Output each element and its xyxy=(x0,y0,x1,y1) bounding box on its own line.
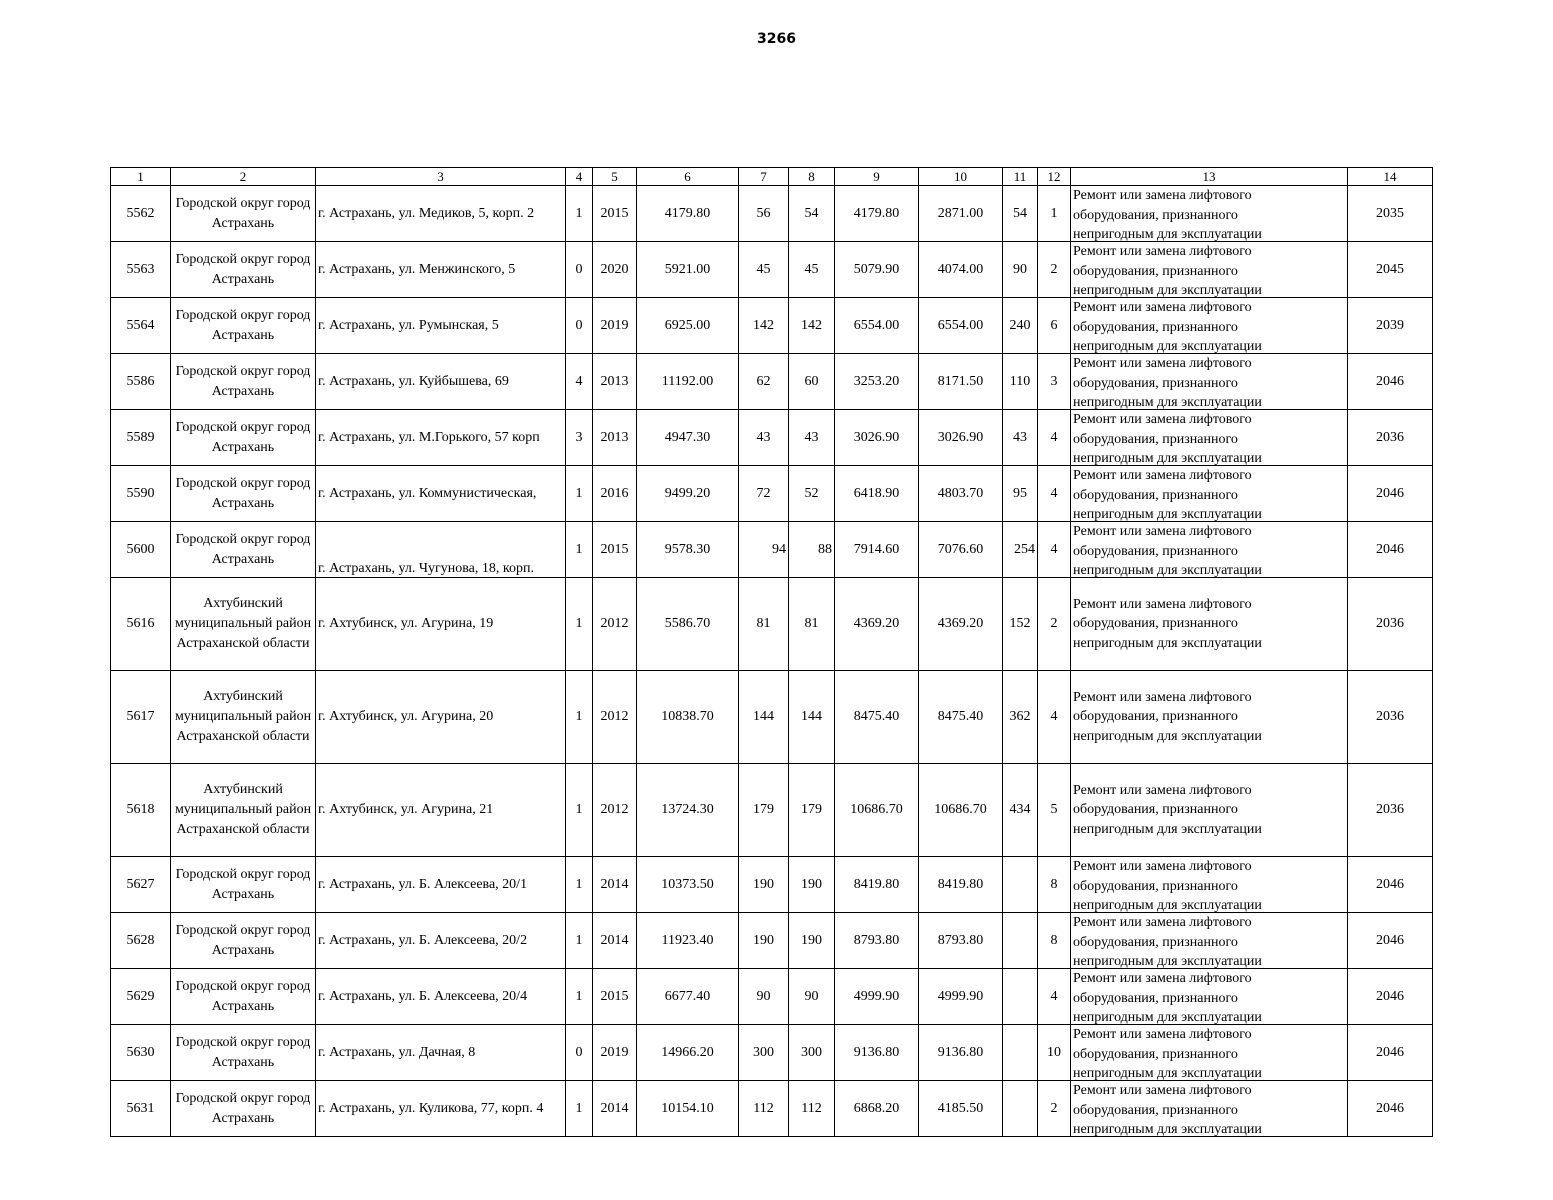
value-cell: 8419.80 xyxy=(835,857,919,913)
municipality-cell: Городской округ город Астрахань xyxy=(171,354,316,410)
value-cell: 90 xyxy=(1003,242,1038,298)
table-row xyxy=(111,857,1433,913)
value-cell: 4 xyxy=(1038,466,1071,522)
table-row xyxy=(111,671,1433,764)
work-type-line: оборудования, признанного xyxy=(1073,487,1238,503)
year-cell: 2046 xyxy=(1348,1025,1433,1081)
address-cell: г. Астрахань, ул. Куйбышева, 69 xyxy=(316,354,566,410)
value-cell: 52 xyxy=(789,466,835,522)
column-header: 2 xyxy=(171,168,316,186)
work-type-line: Ремонт или замена лифтового xyxy=(1073,859,1252,874)
year-cell: 2039 xyxy=(1348,298,1433,354)
value-cell: 11192.00 xyxy=(637,354,739,410)
work-type-line: непригодным для эксплуатации xyxy=(1073,563,1262,577)
value-cell: 1 xyxy=(566,186,593,242)
column-header: 5 xyxy=(593,168,637,186)
value-cell: 142 xyxy=(789,298,835,354)
value-cell: 2014 xyxy=(593,913,637,969)
value-cell: 254 xyxy=(1003,522,1038,578)
value-cell: 2 xyxy=(1038,578,1071,671)
value-cell: 10154.10 xyxy=(637,1081,739,1137)
column-header: 11 xyxy=(1003,168,1038,186)
value-cell: 81 xyxy=(789,578,835,671)
row-id-cell: 5631 xyxy=(111,1081,171,1137)
value-cell: 144 xyxy=(739,671,789,764)
address-cell: г. Астрахань, ул. М.Горького, 57 корп xyxy=(316,410,566,466)
column-header: 14 xyxy=(1348,168,1433,186)
year-cell: 2036 xyxy=(1348,671,1433,764)
table-row xyxy=(111,1081,1433,1137)
value-cell: 4 xyxy=(566,354,593,410)
work-type-line: оборудования, признанного xyxy=(1073,616,1238,632)
value-cell: 1 xyxy=(1038,186,1071,242)
value-cell: 6 xyxy=(1038,298,1071,354)
value-cell: 43 xyxy=(739,410,789,466)
value-cell: 1 xyxy=(566,578,593,671)
work-type-line: Ремонт или замена лифтового xyxy=(1073,300,1252,315)
value-cell: 112 xyxy=(739,1081,789,1137)
column-header: 12 xyxy=(1038,168,1071,186)
value-cell: 1 xyxy=(566,671,593,764)
value-cell: 6868.20 xyxy=(835,1081,919,1137)
value-cell: 4179.80 xyxy=(637,186,739,242)
year-cell: 2046 xyxy=(1348,522,1433,578)
value-cell: 5 xyxy=(1038,764,1071,857)
row-id-cell: 5617 xyxy=(111,671,171,764)
year-cell: 2045 xyxy=(1348,242,1433,298)
value-cell: 90 xyxy=(789,969,835,1025)
value-cell xyxy=(1003,857,1038,913)
work-type-line: непригодным для эксплуатации xyxy=(1073,395,1262,409)
year-cell: 2046 xyxy=(1348,466,1433,522)
work-type-line: Ремонт или замена лифтового xyxy=(1073,596,1252,612)
value-cell: 144 xyxy=(789,671,835,764)
row-id-cell: 5627 xyxy=(111,857,171,913)
row-id-cell: 5562 xyxy=(111,186,171,242)
work-type-line: оборудования, признанного xyxy=(1073,319,1238,335)
value-cell: 43 xyxy=(789,410,835,466)
municipality-cell: Ахтубинский муниципальный район Астраханской области xyxy=(171,671,316,764)
value-cell: 62 xyxy=(739,354,789,410)
work-type-line: непригодным для эксплуатации xyxy=(1073,507,1262,521)
table-row xyxy=(111,410,1433,466)
value-cell: 4 xyxy=(1038,410,1071,466)
value-cell: 4 xyxy=(1038,671,1071,764)
work-type-cell xyxy=(1071,242,1348,298)
row-id-cell: 5563 xyxy=(111,242,171,298)
work-type-line: оборудования, признанного xyxy=(1073,990,1238,1006)
municipality-cell: Городской округ город Астрахань xyxy=(171,1081,316,1137)
value-cell: 1 xyxy=(566,466,593,522)
value-cell: 10373.50 xyxy=(637,857,739,913)
value-cell: 362 xyxy=(1003,671,1038,764)
value-cell: 300 xyxy=(739,1025,789,1081)
value-cell: 6554.00 xyxy=(835,298,919,354)
municipality-cell: Городской округ город Астрахань xyxy=(171,298,316,354)
value-cell: 6554.00 xyxy=(919,298,1003,354)
value-cell: 6925.00 xyxy=(637,298,739,354)
value-cell: 4 xyxy=(1038,969,1071,1025)
value-cell: 2014 xyxy=(593,1081,637,1137)
value-cell: 90 xyxy=(739,969,789,1025)
value-cell: 81 xyxy=(739,578,789,671)
value-cell: 300 xyxy=(789,1025,835,1081)
row-id-cell: 5590 xyxy=(111,466,171,522)
table-row xyxy=(111,298,1433,354)
value-cell: 56 xyxy=(739,186,789,242)
work-type-line: Ремонт или замена лифтового xyxy=(1073,971,1252,986)
work-type-cell xyxy=(1071,354,1348,410)
work-type-line: Ремонт или замена лифтового xyxy=(1073,1027,1252,1042)
row-id-cell: 5600 xyxy=(111,522,171,578)
value-cell: 7076.60 xyxy=(919,522,1003,578)
work-type-cell xyxy=(1071,913,1348,969)
row-id-cell: 5616 xyxy=(111,578,171,671)
year-cell: 2035 xyxy=(1348,186,1433,242)
address-cell: г. Астрахань, ул. Медиков, 5, корп. 2 xyxy=(316,186,566,242)
work-type-line: непригодным для эксплуатации xyxy=(1073,1066,1262,1080)
value-cell: 4999.90 xyxy=(919,969,1003,1025)
work-type-line: непригодным для эксплуатации xyxy=(1073,1010,1262,1024)
value-cell: 4803.70 xyxy=(919,466,1003,522)
work-type-cell xyxy=(1071,522,1348,578)
value-cell: 8171.50 xyxy=(919,354,1003,410)
table-row xyxy=(111,913,1433,969)
column-header: 10 xyxy=(919,168,1003,186)
value-cell: 10686.70 xyxy=(835,764,919,857)
value-cell: 14966.20 xyxy=(637,1025,739,1081)
table-row xyxy=(111,969,1433,1025)
work-type-cell xyxy=(1071,1081,1348,1137)
municipality-cell: Городской округ город Астрахань xyxy=(171,242,316,298)
address-cell: г. Астрахань, ул. Менжинского, 5 xyxy=(316,242,566,298)
value-cell: 54 xyxy=(789,186,835,242)
work-type-line: Ремонт или замена лифтового xyxy=(1073,524,1252,539)
year-cell: 2046 xyxy=(1348,969,1433,1025)
work-type-line: Ремонт или замена лифтового xyxy=(1073,689,1252,705)
value-cell: 2 xyxy=(1038,242,1071,298)
municipality-cell: Ахтубинский муниципальный район Астраханской области xyxy=(171,764,316,857)
municipality-cell: Ахтубинский муниципальный район Астраханской области xyxy=(171,578,316,671)
work-type-cell xyxy=(1071,410,1348,466)
value-cell: 3026.90 xyxy=(919,410,1003,466)
value-cell: 190 xyxy=(789,913,835,969)
value-cell: 95 xyxy=(1003,466,1038,522)
work-type-line: непригодным для эксплуатации xyxy=(1073,227,1262,241)
value-cell: 2012 xyxy=(593,764,637,857)
value-cell: 2 xyxy=(1038,1081,1071,1137)
column-header: 6 xyxy=(637,168,739,186)
address-cell: г. Астрахань, ул. Б. Алексеева, 20/1 xyxy=(316,857,566,913)
work-type-line: Ремонт или замена лифтового xyxy=(1073,244,1252,259)
value-cell: 54 xyxy=(1003,186,1038,242)
work-type-line: Ремонт или замена лифтового xyxy=(1073,782,1252,798)
value-cell: 1 xyxy=(566,1081,593,1137)
value-cell: 10 xyxy=(1038,1025,1071,1081)
value-cell xyxy=(1003,913,1038,969)
work-type-line: Ремонт или замена лифтового xyxy=(1073,468,1252,483)
work-type-line: оборудования, признанного xyxy=(1073,878,1238,894)
value-cell: 5921.00 xyxy=(637,242,739,298)
work-type-cell xyxy=(1071,186,1348,242)
table-body xyxy=(111,186,1433,1137)
address-cell: г. Астрахань, ул. Румынская, 5 xyxy=(316,298,566,354)
table-row xyxy=(111,1025,1433,1081)
value-cell: 13724.30 xyxy=(637,764,739,857)
work-type-line: Ремонт или замена лифтового xyxy=(1073,188,1252,203)
work-type-cell xyxy=(1071,671,1348,764)
table-row xyxy=(111,764,1433,857)
column-header: 8 xyxy=(789,168,835,186)
work-type-line: непригодным для эксплуатации xyxy=(1073,283,1262,297)
page-number: 3266 xyxy=(757,31,796,47)
work-type-line: непригодным для эксплуатации xyxy=(1073,728,1262,744)
municipality-cell: Городской округ город Астрахань xyxy=(171,969,316,1025)
value-cell: 1 xyxy=(566,857,593,913)
value-cell: 190 xyxy=(739,857,789,913)
work-type-cell xyxy=(1071,578,1348,671)
value-cell: 3 xyxy=(1038,354,1071,410)
work-type-line: Ремонт или замена лифтового xyxy=(1073,412,1252,427)
municipality-cell: Городской округ город Астрахань xyxy=(171,410,316,466)
work-type-line: Ремонт или замена лифтового xyxy=(1073,1083,1252,1098)
municipality-cell: Городской округ город Астрахань xyxy=(171,186,316,242)
value-cell: 179 xyxy=(789,764,835,857)
value-cell: 9136.80 xyxy=(835,1025,919,1081)
work-type-line: непригодным для эксплуатации xyxy=(1073,954,1262,968)
work-type-line: оборудования, признанного xyxy=(1073,263,1238,279)
value-cell: 45 xyxy=(789,242,835,298)
value-cell: 6677.40 xyxy=(637,969,739,1025)
municipality-cell: Городской округ город Астрахань xyxy=(171,466,316,522)
value-cell: 8793.80 xyxy=(835,913,919,969)
value-cell: 2019 xyxy=(593,1025,637,1081)
address-cell: г. Астрахань, ул. Дачная, 8 xyxy=(316,1025,566,1081)
value-cell: 9499.20 xyxy=(637,466,739,522)
address-cell: г. Ахтубинск, ул. Агурина, 21 xyxy=(316,764,566,857)
table-row xyxy=(111,186,1433,242)
value-cell: 2016 xyxy=(593,466,637,522)
work-type-line: оборудования, признанного xyxy=(1073,802,1238,818)
value-cell: 190 xyxy=(789,857,835,913)
work-type-line: оборудования, признанного xyxy=(1073,1046,1238,1062)
value-cell: 190 xyxy=(739,913,789,969)
municipality-cell: Городской округ город Астрахань xyxy=(171,913,316,969)
value-cell: 240 xyxy=(1003,298,1038,354)
value-cell: 152 xyxy=(1003,578,1038,671)
work-type-line: оборудования, признанного xyxy=(1073,934,1238,950)
year-cell: 2036 xyxy=(1348,410,1433,466)
value-cell: 179 xyxy=(739,764,789,857)
value-cell: 9136.80 xyxy=(919,1025,1003,1081)
value-cell: 2015 xyxy=(593,522,637,578)
value-cell: 10838.70 xyxy=(637,671,739,764)
value-cell: 7914.60 xyxy=(835,522,919,578)
year-cell: 2036 xyxy=(1348,578,1433,671)
value-cell: 2871.00 xyxy=(919,186,1003,242)
year-cell: 2036 xyxy=(1348,764,1433,857)
value-cell: 2013 xyxy=(593,354,637,410)
value-cell: 2012 xyxy=(593,671,637,764)
value-cell: 60 xyxy=(789,354,835,410)
table-row xyxy=(111,242,1433,298)
work-type-line: непригодным для эксплуатации xyxy=(1073,635,1262,651)
value-cell: 72 xyxy=(739,466,789,522)
work-type-line: Ремонт или замена лифтового xyxy=(1073,915,1252,930)
address-cell: г. Астрахань, ул. Куликова, 77, корп. 4 xyxy=(316,1081,566,1137)
value-cell: 8475.40 xyxy=(919,671,1003,764)
address-cell: г. Астрахань, ул. Коммунистическая, xyxy=(316,466,566,522)
value-cell: 88 xyxy=(789,522,835,578)
value-cell: 4185.50 xyxy=(919,1081,1003,1137)
year-cell: 2046 xyxy=(1348,354,1433,410)
row-id-cell: 5628 xyxy=(111,913,171,969)
value-cell: 2012 xyxy=(593,578,637,671)
work-type-line: оборудования, признанного xyxy=(1073,431,1238,447)
value-cell: 110 xyxy=(1003,354,1038,410)
value-cell: 2020 xyxy=(593,242,637,298)
work-type-line: непригодным для эксплуатации xyxy=(1073,1122,1262,1136)
value-cell: 8419.80 xyxy=(919,857,1003,913)
address-cell: г. Ахтубинск, ул. Агурина, 20 xyxy=(316,671,566,764)
value-cell: 2014 xyxy=(593,857,637,913)
work-type-cell xyxy=(1071,298,1348,354)
value-cell: 1 xyxy=(566,969,593,1025)
value-cell: 3026.90 xyxy=(835,410,919,466)
work-type-line: оборудования, признанного xyxy=(1073,1102,1238,1118)
value-cell: 2015 xyxy=(593,969,637,1025)
value-cell: 0 xyxy=(566,1025,593,1081)
value-cell: 3 xyxy=(566,410,593,466)
column-header: 7 xyxy=(739,168,789,186)
column-header: 1 xyxy=(111,168,171,186)
value-cell: 4179.80 xyxy=(835,186,919,242)
value-cell: 4369.20 xyxy=(919,578,1003,671)
value-cell xyxy=(1003,1081,1038,1137)
value-cell: 10686.70 xyxy=(919,764,1003,857)
column-header: 4 xyxy=(566,168,593,186)
row-id-cell: 5618 xyxy=(111,764,171,857)
work-type-line: оборудования, признанного xyxy=(1073,543,1238,559)
work-type-cell xyxy=(1071,1025,1348,1081)
value-cell: 0 xyxy=(566,298,593,354)
value-cell: 8 xyxy=(1038,857,1071,913)
work-type-cell xyxy=(1071,764,1348,857)
row-id-cell: 5586 xyxy=(111,354,171,410)
value-cell: 1 xyxy=(566,913,593,969)
address-cell: г. Ахтубинск, ул. Агурина, 19 xyxy=(316,578,566,671)
value-cell: 1 xyxy=(566,764,593,857)
work-type-line: оборудования, признанного xyxy=(1073,375,1238,391)
year-cell: 2046 xyxy=(1348,913,1433,969)
row-id-cell: 5629 xyxy=(111,969,171,1025)
value-cell: 4 xyxy=(1038,522,1071,578)
value-cell: 4947.30 xyxy=(637,410,739,466)
municipality-cell: Городской округ город Астрахань xyxy=(171,857,316,913)
column-header: 9 xyxy=(835,168,919,186)
value-cell: 0 xyxy=(566,242,593,298)
value-cell: 11923.40 xyxy=(637,913,739,969)
row-id-cell: 5589 xyxy=(111,410,171,466)
value-cell: 6418.90 xyxy=(835,466,919,522)
work-type-line: непригодным для эксплуатации xyxy=(1073,339,1262,353)
table-row xyxy=(111,354,1433,410)
table-row xyxy=(111,466,1433,522)
value-cell: 434 xyxy=(1003,764,1038,857)
value-cell: 94 xyxy=(739,522,789,578)
value-cell: 8 xyxy=(1038,913,1071,969)
work-type-cell xyxy=(1071,857,1348,913)
value-cell: 43 xyxy=(1003,410,1038,466)
value-cell: 5079.90 xyxy=(835,242,919,298)
column-header: 13 xyxy=(1071,168,1348,186)
municipality-cell: Городской округ город Астрахань xyxy=(171,1025,316,1081)
value-cell: 8475.40 xyxy=(835,671,919,764)
address-cell: г. Астрахань, ул. Б. Алексеева, 20/4 xyxy=(316,969,566,1025)
value-cell: 8793.80 xyxy=(919,913,1003,969)
value-cell: 3253.20 xyxy=(835,354,919,410)
data-table xyxy=(110,167,1433,1137)
address-cell: г. Астрахань, ул. Б. Алексеева, 20/2 xyxy=(316,913,566,969)
value-cell: 4999.90 xyxy=(835,969,919,1025)
value-cell: 2013 xyxy=(593,410,637,466)
table-row xyxy=(111,578,1433,671)
work-type-line: непригодным для эксплуатации xyxy=(1073,821,1262,837)
work-type-line: оборудования, признанного xyxy=(1073,709,1238,725)
year-cell: 2046 xyxy=(1348,857,1433,913)
work-type-cell xyxy=(1071,466,1348,522)
table-header-row xyxy=(111,168,1433,186)
address-cell: г. Астрахань, ул. Чугунова, 18, корп. xyxy=(316,522,566,578)
municipality-cell: Городской округ город Астрахань xyxy=(171,522,316,578)
value-cell: 5586.70 xyxy=(637,578,739,671)
value-cell: 112 xyxy=(789,1081,835,1137)
row-id-cell: 5630 xyxy=(111,1025,171,1081)
value-cell: 1 xyxy=(566,522,593,578)
table-row xyxy=(111,522,1433,578)
value-cell: 9578.30 xyxy=(637,522,739,578)
work-type-line: непригодным для эксплуатации xyxy=(1073,451,1262,465)
work-type-line: оборудования, признанного xyxy=(1073,207,1238,223)
work-type-line: Ремонт или замена лифтового xyxy=(1073,356,1252,371)
row-id-cell: 5564 xyxy=(111,298,171,354)
value-cell: 4369.20 xyxy=(835,578,919,671)
value-cell: 2015 xyxy=(593,186,637,242)
value-cell: 45 xyxy=(739,242,789,298)
value-cell: 142 xyxy=(739,298,789,354)
column-header: 3 xyxy=(316,168,566,186)
work-type-cell xyxy=(1071,969,1348,1025)
value-cell xyxy=(1003,969,1038,1025)
value-cell: 4074.00 xyxy=(919,242,1003,298)
value-cell: 2019 xyxy=(593,298,637,354)
value-cell xyxy=(1003,1025,1038,1081)
year-cell: 2046 xyxy=(1348,1081,1433,1137)
work-type-line: непригодным для эксплуатации xyxy=(1073,898,1262,912)
